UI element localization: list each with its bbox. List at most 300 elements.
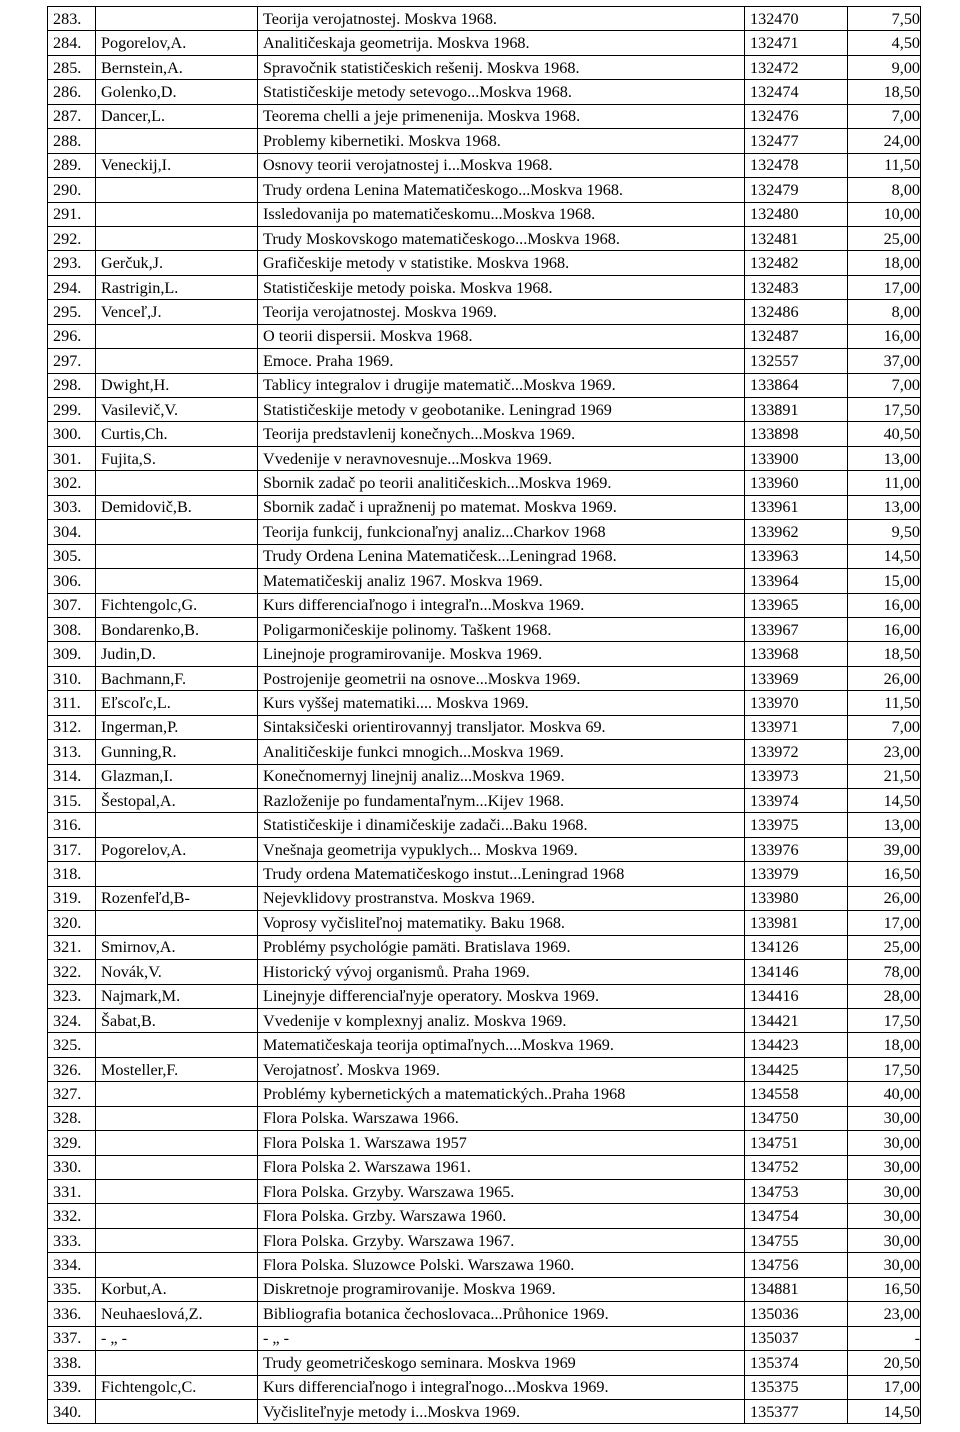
title-cell: Kurs differenciaľnogo i integraľn...Moskva 1969. xyxy=(258,593,745,617)
title-cell: O teorii dispersii. Moskva 1968. xyxy=(258,324,745,348)
inventory-number-cell: 133973 xyxy=(745,764,848,788)
table-row xyxy=(48,446,921,470)
price-cell: 23,00 xyxy=(848,740,921,764)
price-cell: 37,00 xyxy=(848,349,921,373)
title-cell: Matematičeskaja teorija optimaľnych....Moskva 1969. xyxy=(258,1033,745,1057)
price-cell: 17,50 xyxy=(848,398,921,422)
entry-number-cell: 326. xyxy=(48,1057,96,1081)
inventory-table-body xyxy=(48,7,921,1424)
entry-number-cell: 315. xyxy=(48,789,96,813)
price-cell: 7,00 xyxy=(848,373,921,397)
inventory-number-cell: 134752 xyxy=(745,1155,848,1179)
price-cell: 23,00 xyxy=(848,1302,921,1326)
title-cell: Kurs differenciaľnogo i integraľnogo...Moskva 1969. xyxy=(258,1375,745,1399)
price-cell: 14,50 xyxy=(848,1399,921,1423)
title-cell: Historický vývoj organismů. Praha 1969. xyxy=(258,960,745,984)
entry-number-cell: 284. xyxy=(48,31,96,55)
title-cell: Poligarmoničeskije polinomy. Taškent 1968. xyxy=(258,617,745,641)
entry-number-cell: 331. xyxy=(48,1180,96,1204)
inventory-number-cell: 133975 xyxy=(745,813,848,837)
price-cell: 16,00 xyxy=(848,593,921,617)
price-cell: 26,00 xyxy=(848,886,921,910)
author-cell: Fujita,S. xyxy=(96,446,258,470)
price-cell: 30,00 xyxy=(848,1106,921,1130)
author-cell: Pogorelov,A. xyxy=(96,31,258,55)
entry-number-cell: 288. xyxy=(48,129,96,153)
inventory-number-cell: 132482 xyxy=(745,251,848,275)
author-cell: Mosteller,F. xyxy=(96,1057,258,1081)
price-cell: 16,00 xyxy=(848,324,921,348)
inventory-number-cell: 135036 xyxy=(745,1302,848,1326)
author-cell: Fichtengolc,G. xyxy=(96,593,258,617)
title-cell: Vyčisliteľnyje metody i...Moskva 1969. xyxy=(258,1399,745,1423)
title-cell: Konečnomernyj linejnij analiz...Moskva 1969. xyxy=(258,764,745,788)
table-row xyxy=(48,31,921,55)
entry-number-cell: 287. xyxy=(48,104,96,128)
table-row xyxy=(48,226,921,250)
inventory-number-cell: 133891 xyxy=(745,398,848,422)
title-cell: Flora Polska. Sluzowce Polski. Warszawa 1960. xyxy=(258,1253,745,1277)
title-cell: Voprosy vyčisliteľnoj matematiky. Baku 1968. xyxy=(258,911,745,935)
author-cell: Curtis,Ch. xyxy=(96,422,258,446)
entry-number-cell: 283. xyxy=(48,7,96,31)
price-cell: 17,00 xyxy=(848,275,921,299)
title-cell: Problémy psychológie pamäti. Bratislava 1969. xyxy=(258,935,745,959)
author-cell: Fichtengolc,C. xyxy=(96,1375,258,1399)
inventory-number-cell: 133965 xyxy=(745,593,848,617)
author-cell: Glazman,I. xyxy=(96,764,258,788)
inventory-number-cell: 132486 xyxy=(745,300,848,324)
price-cell: 10,00 xyxy=(848,202,921,226)
title-cell: Linejnoje programirovanije. Moskva 1969. xyxy=(258,642,745,666)
title-cell: Vnešnaja geometrija vypuklych... Moskva 1969. xyxy=(258,837,745,861)
table-row xyxy=(48,422,921,446)
entry-number-cell: 308. xyxy=(48,617,96,641)
title-cell: - „ - xyxy=(258,1326,745,1350)
title-cell: Tablicy integralov i drugije matematič...Moskva 1969. xyxy=(258,373,745,397)
title-cell: Flora Polska. Grzyby. Warszawa 1965. xyxy=(258,1180,745,1204)
table-row xyxy=(48,813,921,837)
entry-number-cell: 290. xyxy=(48,178,96,202)
author-cell: Pogorelov,A. xyxy=(96,837,258,861)
price-cell: 25,00 xyxy=(848,226,921,250)
author-cell: Gunning,R. xyxy=(96,740,258,764)
entry-number-cell: 327. xyxy=(48,1082,96,1106)
author-cell xyxy=(96,544,258,568)
author-cell: Bondarenko,B. xyxy=(96,617,258,641)
price-cell: 30,00 xyxy=(848,1180,921,1204)
entry-number-cell: 292. xyxy=(48,226,96,250)
price-cell: 13,00 xyxy=(848,813,921,837)
inventory-number-cell: 132477 xyxy=(745,129,848,153)
title-cell: Problémy kybernetických a matematických..Praha 1968 xyxy=(258,1082,745,1106)
author-cell xyxy=(96,1351,258,1375)
entry-number-cell: 313. xyxy=(48,740,96,764)
author-cell xyxy=(96,1228,258,1252)
author-cell xyxy=(96,1131,258,1155)
title-cell: Sintaksičeski orientirovannyj transljator. Moskva 69. xyxy=(258,715,745,739)
table-row xyxy=(48,153,921,177)
title-cell: Issledovanija po matematičeskomu...Moskva 1968. xyxy=(258,202,745,226)
price-cell: 7,00 xyxy=(848,715,921,739)
price-cell: 14,50 xyxy=(848,544,921,568)
entry-number-cell: 317. xyxy=(48,837,96,861)
inventory-number-cell: 133974 xyxy=(745,789,848,813)
inventory-number-cell: 133976 xyxy=(745,837,848,861)
inventory-number-cell: 133981 xyxy=(745,911,848,935)
inventory-number-cell: 133971 xyxy=(745,715,848,739)
inventory-number-cell: 132478 xyxy=(745,153,848,177)
title-cell: Flora Polska 2. Warszawa 1961. xyxy=(258,1155,745,1179)
entry-number-cell: 328. xyxy=(48,1106,96,1130)
table-row xyxy=(48,837,921,861)
title-cell: Analitičeskije funkci mnogich...Moskva 1969. xyxy=(258,740,745,764)
author-cell xyxy=(96,324,258,348)
table-row xyxy=(48,1277,921,1301)
author-cell xyxy=(96,7,258,31)
table-row xyxy=(48,740,921,764)
title-cell: Statističeskije metody setevogo...Moskva 1968. xyxy=(258,80,745,104)
title-cell: Kurs vyššej matematiki.... Moskva 1969. xyxy=(258,691,745,715)
entry-number-cell: 309. xyxy=(48,642,96,666)
entry-number-cell: 294. xyxy=(48,275,96,299)
entry-number-cell: 305. xyxy=(48,544,96,568)
entry-number-cell: 337. xyxy=(48,1326,96,1350)
inventory-number-cell: 133970 xyxy=(745,691,848,715)
title-cell: Statističeskije i dinamičeskije zadači...Baku 1968. xyxy=(258,813,745,837)
table-row xyxy=(48,1204,921,1228)
table-row xyxy=(48,1082,921,1106)
title-cell: Problemy kibernetiki. Moskva 1968. xyxy=(258,129,745,153)
inventory-number-cell: 134425 xyxy=(745,1057,848,1081)
inventory-number-cell: 133962 xyxy=(745,520,848,544)
inventory-number-cell: 134423 xyxy=(745,1033,848,1057)
inventory-number-cell: 134750 xyxy=(745,1106,848,1130)
inventory-number-cell: 134146 xyxy=(745,960,848,984)
price-cell: 7,50 xyxy=(848,7,921,31)
author-cell xyxy=(96,129,258,153)
author-cell xyxy=(96,1155,258,1179)
price-cell: 9,00 xyxy=(848,55,921,79)
inventory-number-cell: 134751 xyxy=(745,1131,848,1155)
title-cell: Teorema chelli a jeje primenenija. Moskva 1968. xyxy=(258,104,745,128)
table-row xyxy=(48,715,921,739)
title-cell: Trudy Moskovskogo matematičeskogo...Moskva 1968. xyxy=(258,226,745,250)
inventory-number-cell: 132470 xyxy=(745,7,848,31)
inventory-number-cell: 132487 xyxy=(745,324,848,348)
author-cell xyxy=(96,911,258,935)
title-cell: Analitičeskaja geometrija. Moskva 1968. xyxy=(258,31,745,55)
price-cell: 30,00 xyxy=(848,1131,921,1155)
inventory-number-cell: 133864 xyxy=(745,373,848,397)
author-cell xyxy=(96,1253,258,1277)
price-cell: 30,00 xyxy=(848,1155,921,1179)
title-cell: Verojatnosť. Moskva 1969. xyxy=(258,1057,745,1081)
table-row xyxy=(48,1326,921,1350)
price-cell: 30,00 xyxy=(848,1204,921,1228)
author-cell: Najmark,M. xyxy=(96,984,258,1008)
title-cell: Teorija verojatnostej. Moskva 1968. xyxy=(258,7,745,31)
entry-number-cell: 316. xyxy=(48,813,96,837)
inventory-number-cell: 134881 xyxy=(745,1277,848,1301)
inventory-number-cell: 134421 xyxy=(745,1008,848,1032)
inventory-number-cell: 133898 xyxy=(745,422,848,446)
inventory-number-cell: 132479 xyxy=(745,178,848,202)
price-cell: 8,00 xyxy=(848,178,921,202)
inventory-number-cell: 133979 xyxy=(745,862,848,886)
title-cell: Teorija funkcij, funkcionaľnyj analiz...Charkov 1968 xyxy=(258,520,745,544)
author-cell: Vasilevič,V. xyxy=(96,398,258,422)
table-row xyxy=(48,80,921,104)
entry-number-cell: 302. xyxy=(48,471,96,495)
entry-number-cell: 304. xyxy=(48,520,96,544)
inventory-number-cell: 132474 xyxy=(745,80,848,104)
price-cell: 11,00 xyxy=(848,471,921,495)
title-cell: Bibliografia botanica čechoslovaca...Průhonice 1969. xyxy=(258,1302,745,1326)
inventory-number-cell: 135037 xyxy=(745,1326,848,1350)
author-cell: Gerčuk,J. xyxy=(96,251,258,275)
entry-number-cell: 320. xyxy=(48,911,96,935)
title-cell: Flora Polska. Grzyby. Warszawa 1967. xyxy=(258,1228,745,1252)
author-cell: Šabat,B. xyxy=(96,1008,258,1032)
table-row xyxy=(48,275,921,299)
title-cell: Vvedenije v neravnovesnuje...Moskva 1969. xyxy=(258,446,745,470)
table-row xyxy=(48,960,921,984)
price-cell: 30,00 xyxy=(848,1228,921,1252)
author-cell xyxy=(96,1180,258,1204)
entry-number-cell: 286. xyxy=(48,80,96,104)
entry-number-cell: 311. xyxy=(48,691,96,715)
author-cell xyxy=(96,813,258,837)
entry-number-cell: 293. xyxy=(48,251,96,275)
inventory-number-cell: 134756 xyxy=(745,1253,848,1277)
table-row xyxy=(48,1253,921,1277)
table-row xyxy=(48,1106,921,1130)
author-cell xyxy=(96,520,258,544)
inventory-number-cell: 135377 xyxy=(745,1399,848,1423)
price-cell: 18,00 xyxy=(848,1033,921,1057)
table-row xyxy=(48,642,921,666)
entry-number-cell: 314. xyxy=(48,764,96,788)
title-cell: Flora Polska. Warszawa 1966. xyxy=(258,1106,745,1130)
table-row xyxy=(48,617,921,641)
price-cell: 21,50 xyxy=(848,764,921,788)
price-cell: 13,00 xyxy=(848,495,921,519)
author-cell xyxy=(96,569,258,593)
entry-number-cell: 325. xyxy=(48,1033,96,1057)
author-cell xyxy=(96,178,258,202)
author-cell xyxy=(96,1399,258,1423)
author-cell xyxy=(96,349,258,373)
entry-number-cell: 306. xyxy=(48,569,96,593)
title-cell: Grafičeskije metody v statistike. Moskva 1968. xyxy=(258,251,745,275)
inventory-table xyxy=(47,6,921,1424)
table-row xyxy=(48,398,921,422)
table-row xyxy=(48,544,921,568)
entry-number-cell: 333. xyxy=(48,1228,96,1252)
title-cell: Vvedenije v komplexnyj analiz. Moskva 1969. xyxy=(258,1008,745,1032)
author-cell xyxy=(96,471,258,495)
price-cell: 28,00 xyxy=(848,984,921,1008)
author-cell: Korbut,A. xyxy=(96,1277,258,1301)
inventory-number-cell: 134416 xyxy=(745,984,848,1008)
entry-number-cell: 323. xyxy=(48,984,96,1008)
entry-number-cell: 321. xyxy=(48,935,96,959)
price-cell: 17,50 xyxy=(848,1008,921,1032)
table-row xyxy=(48,1008,921,1032)
author-cell: Dancer,L. xyxy=(96,104,258,128)
title-cell: Razloženije po fundamentaľnym...Kijev 1968. xyxy=(258,789,745,813)
author-cell: Novák,V. xyxy=(96,960,258,984)
price-cell: 17,50 xyxy=(848,1057,921,1081)
table-row xyxy=(48,55,921,79)
title-cell: Flora Polska 1. Warszawa 1957 xyxy=(258,1131,745,1155)
inventory-number-cell: 134558 xyxy=(745,1082,848,1106)
table-row xyxy=(48,300,921,324)
table-row xyxy=(48,911,921,935)
inventory-number-cell: 133980 xyxy=(745,886,848,910)
price-cell: 16,00 xyxy=(848,617,921,641)
table-row xyxy=(48,7,921,31)
title-cell: Trudy Ordena Lenina Matematičesk...Leningrad 1968. xyxy=(258,544,745,568)
entry-number-cell: 307. xyxy=(48,593,96,617)
price-cell: 18,50 xyxy=(848,642,921,666)
title-cell: Statističeskije metody poiska. Moskva 1968. xyxy=(258,275,745,299)
inventory-number-cell: 133900 xyxy=(745,446,848,470)
entry-number-cell: 319. xyxy=(48,886,96,910)
entry-number-cell: 334. xyxy=(48,1253,96,1277)
entry-number-cell: 330. xyxy=(48,1155,96,1179)
author-cell: Demidovič,B. xyxy=(96,495,258,519)
entry-number-cell: 295. xyxy=(48,300,96,324)
inventory-number-cell: 132480 xyxy=(745,202,848,226)
inventory-number-cell: 133960 xyxy=(745,471,848,495)
table-row xyxy=(48,569,921,593)
price-cell: 7,00 xyxy=(848,104,921,128)
inventory-number-cell: 135375 xyxy=(745,1375,848,1399)
table-row xyxy=(48,373,921,397)
price-cell: 14,50 xyxy=(848,789,921,813)
inventory-number-cell: 132481 xyxy=(745,226,848,250)
price-cell: 18,00 xyxy=(848,251,921,275)
title-cell: Trudy geometričeskogo seminara. Moskva 1969 xyxy=(258,1351,745,1375)
table-row xyxy=(48,1302,921,1326)
entry-number-cell: 285. xyxy=(48,55,96,79)
author-cell xyxy=(96,1033,258,1057)
title-cell: Sbornik zadač i upražnenij po matemat. Moskva 1969. xyxy=(258,495,745,519)
table-row xyxy=(48,520,921,544)
table-row xyxy=(48,691,921,715)
price-cell: 40,00 xyxy=(848,1082,921,1106)
entry-number-cell: 324. xyxy=(48,1008,96,1032)
entry-number-cell: 332. xyxy=(48,1204,96,1228)
title-cell: Flora Polska. Grzby. Warszawa 1960. xyxy=(258,1204,745,1228)
entry-number-cell: 303. xyxy=(48,495,96,519)
entry-number-cell: 312. xyxy=(48,715,96,739)
entry-number-cell: 296. xyxy=(48,324,96,348)
table-row xyxy=(48,129,921,153)
table-row xyxy=(48,1155,921,1179)
entry-number-cell: 335. xyxy=(48,1277,96,1301)
price-cell: 9,50 xyxy=(848,520,921,544)
price-cell: 25,00 xyxy=(848,935,921,959)
author-cell: Ingerman,P. xyxy=(96,715,258,739)
price-cell: 17,00 xyxy=(848,1375,921,1399)
title-cell: Osnovy teorii verojatnostej i...Moskva 1968. xyxy=(258,153,745,177)
inventory-number-cell: 132476 xyxy=(745,104,848,128)
price-cell: 15,00 xyxy=(848,569,921,593)
entry-number-cell: 339. xyxy=(48,1375,96,1399)
inventory-number-cell: 133969 xyxy=(745,666,848,690)
inventory-number-cell: 135374 xyxy=(745,1351,848,1375)
author-cell xyxy=(96,862,258,886)
table-row xyxy=(48,935,921,959)
inventory-number-cell: 133968 xyxy=(745,642,848,666)
author-cell xyxy=(96,1204,258,1228)
table-row xyxy=(48,324,921,348)
entry-number-cell: 298. xyxy=(48,373,96,397)
price-cell: 8,00 xyxy=(848,300,921,324)
entry-number-cell: 289. xyxy=(48,153,96,177)
author-cell: Venceľ,J. xyxy=(96,300,258,324)
author-cell: Šestopal,A. xyxy=(96,789,258,813)
price-cell: - xyxy=(848,1326,921,1350)
author-cell: Neuhaeslová,Z. xyxy=(96,1302,258,1326)
price-cell: 4,50 xyxy=(848,31,921,55)
title-cell: Emoce. Praha 1969. xyxy=(258,349,745,373)
table-row xyxy=(48,1033,921,1057)
entry-number-cell: 299. xyxy=(48,398,96,422)
title-cell: Teorija verojatnostej. Moskva 1969. xyxy=(258,300,745,324)
author-cell: Judin,D. xyxy=(96,642,258,666)
price-cell: 24,00 xyxy=(848,129,921,153)
table-row xyxy=(48,1057,921,1081)
author-cell: Eľscoľc,L. xyxy=(96,691,258,715)
table-row xyxy=(48,104,921,128)
inventory-number-cell: 134753 xyxy=(745,1180,848,1204)
inventory-number-cell: 132471 xyxy=(745,31,848,55)
table-row xyxy=(48,593,921,617)
author-cell: Bachmann,F. xyxy=(96,666,258,690)
table-row xyxy=(48,1180,921,1204)
table-row xyxy=(48,666,921,690)
price-cell: 16,50 xyxy=(848,1277,921,1301)
author-cell: Rozenfeľd,B- xyxy=(96,886,258,910)
price-cell: 30,00 xyxy=(848,1253,921,1277)
table-row xyxy=(48,789,921,813)
inventory-number-cell: 134126 xyxy=(745,935,848,959)
table-row xyxy=(48,886,921,910)
inventory-number-cell: 133961 xyxy=(745,495,848,519)
inventory-number-cell: 132472 xyxy=(745,55,848,79)
table-row xyxy=(48,251,921,275)
entry-number-cell: 310. xyxy=(48,666,96,690)
price-cell: 17,00 xyxy=(848,911,921,935)
price-cell: 20,50 xyxy=(848,1351,921,1375)
title-cell: Teorija predstavlenij konečnych...Moskva 1969. xyxy=(258,422,745,446)
entry-number-cell: 329. xyxy=(48,1131,96,1155)
entry-number-cell: 291. xyxy=(48,202,96,226)
entry-number-cell: 301. xyxy=(48,446,96,470)
entry-number-cell: 300. xyxy=(48,422,96,446)
inventory-number-cell: 134755 xyxy=(745,1228,848,1252)
table-row xyxy=(48,495,921,519)
title-cell: Postrojenije geometrii na osnove...Moskva 1969. xyxy=(258,666,745,690)
title-cell: Trudy ordena Matematičeskogo instut...Leningrad 1968 xyxy=(258,862,745,886)
entry-number-cell: 338. xyxy=(48,1351,96,1375)
price-cell: 39,00 xyxy=(848,837,921,861)
title-cell: Spravočnik statističeskich rešenij. Moskva 1968. xyxy=(258,55,745,79)
